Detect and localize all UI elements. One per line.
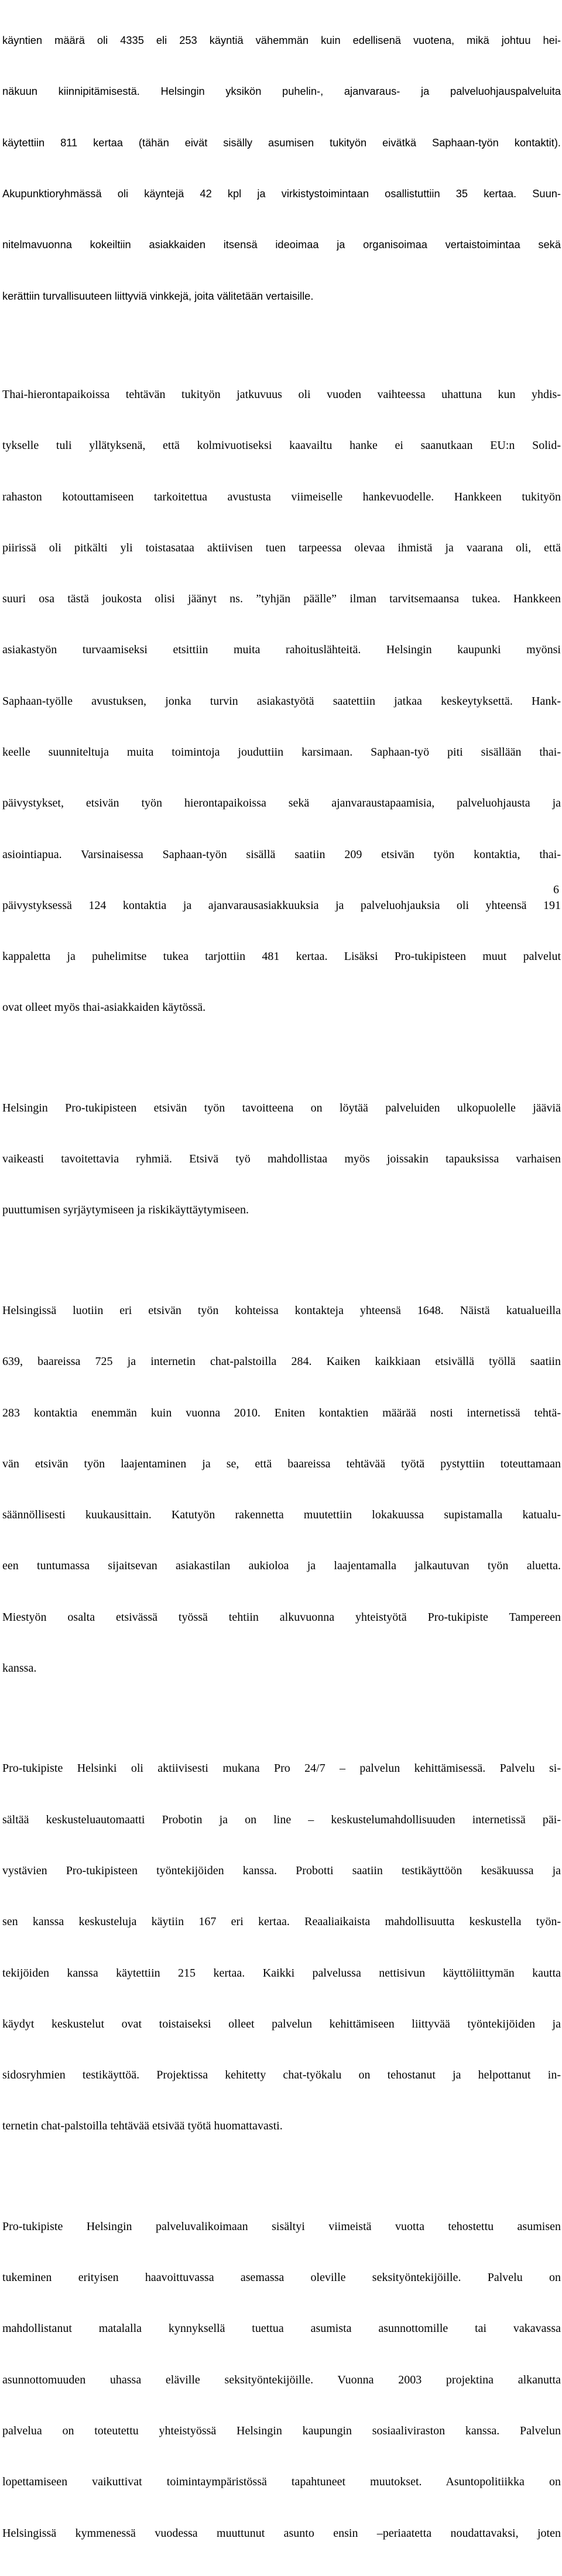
text-line: päivystyksessä 124 kontaktia ja ajanvarausasiakkuuksia ja palveluohjauksia oli yhteensä 191 — [2, 898, 561, 912]
text-line: Akupunktioryhmässä oli käyntejä 42 kpl ja virkistystoimintaan osallistuttiin 35 kertaa. Suun- — [2, 187, 561, 200]
text-line: piirissä oli pitkälti yli toistasataa aktiivisen tuen tarpeessa olevaa ihmistä ja vaarana oli, että — [2, 541, 561, 554]
paragraph-5 — [2, 1726, 561, 2169]
text-line: palvelua on toteutettu yhteistyössä Helsingin kaupungin sosiaaliviraston kanssa. Palvelun — [2, 2424, 561, 2437]
text-line: een tuntumassa sijaitsevan asiakastilan aukioloa ja laajentamalla jalkautuvan työn aluetta. — [2, 1559, 561, 1573]
text-line: vaikeasti tavoitettavia ryhmiä. Etsivä työ mahdollistaa myös joissakin tapauksissa varhaisen — [2, 1152, 561, 1166]
text-line: sen kanssa keskusteluja käytiin 167 eri kertaa. Reaaliaikaista mahdollisuutta keskustella työn- — [2, 1915, 561, 1929]
text-line: käytettiin 811 kertaa (tähän eivät sisälly asumisen tukityön eivätkä Saphaan-työn kontaktit). — [2, 136, 561, 149]
text-line: tekijöiden kanssa käytettiin 215 kertaa. Kaikki palvelussa nettisivun käyttöliittymän kautta — [2, 1966, 561, 1980]
text-line: käyntien määrä oli 4335 eli 253 käyntiä vähemmän kuin edellisenä vuotena, mikä johtuu hei- — [2, 34, 561, 47]
text-line: asunnottomuuden uhassa eläville seksityöntekijöille. Vuonna 2003 projektina alkanutta — [2, 2373, 561, 2386]
text-line: asiakastyön turvaamiseksi etsittiin muita rahoituslähteitä. Helsingin kaupunki myönsi — [2, 643, 561, 657]
paragraph-1 — [2, 0, 561, 338]
text-line: Helsingin Pro-tukipisteen etsivän työn tavoitteena on löytää palveluiden ulkopuolelle jääviä — [2, 1101, 561, 1114]
text-line: sältää keskusteluautomaatti Probotin ja on line – keskustelumahdollisuuden internetissä päi- — [2, 1813, 561, 1826]
text-line: 639, baareissa 725 ja internetin chat-palstoilla 284. Kaiken kaikkiaan etsivällä työllä saatiin — [2, 1355, 561, 1368]
text-line: keelle suunniteltuja muita toimintoja jouduttiin karsimaan. Saphaan-työ piti sisällään thai- — [2, 746, 561, 759]
text-line: kanssa. — [2, 1661, 37, 1675]
text-line: Pro-tukipiste Helsingin palveluvalikoimaan sisältyi viimeistä vuotta tehostettu asumisen — [2, 2220, 561, 2233]
text-line: lopettamiseen vaikuttivat toimintaympäristössä tapahtuneet muutokset. Asuntopolitiikka on — [2, 2475, 561, 2489]
text-line: Helsingissä luotiin eri etsivän työn kohteissa kontakteja yhteensä 1648. Näistä katualueilla — [2, 1304, 561, 1317]
text-line: tykselle tuli yllätyksenä, että kolmivuotiseksi kaavailtu hanke ei saanutkaan EU:n Solid- — [2, 439, 561, 452]
text-line: Pro-tukipiste Helsinki oli aktiivisesti mukana Pro 24/7 – palvelun kehittämisessä. Palvelu si- — [2, 1762, 561, 1775]
text-line: Saphaan-työlle avustuksen, jonka turvin asiakastyötä saatettiin jatkaa keskeytyksettä. Hank- — [2, 694, 561, 708]
text-line: tukeminen erityisen haavoittuvassa asemassa oleville seksityöntekijöille. Palvelu on — [2, 2271, 561, 2285]
text-line: päivystykset, etsivän työn hierontapaikoissa sekä ajanvaraustapaamisia, palveluohjausta ja — [2, 797, 561, 810]
text-line: rahaston kotouttamiseen tarkoitettua avustusta viimeiselle hankevuodelle. Hankkeen tukityön — [2, 490, 561, 503]
paragraph-4 — [2, 1268, 561, 1711]
text-line: vän etsivän työn laajentaminen ja se, että baareissa tehtävää työtä pystyttiin toteuttamaan — [2, 1457, 561, 1470]
text-line: mahdollistanut matalalla kynnyksellä tuettua asumista asunnottomille tai vakavassa — [2, 2322, 561, 2335]
text-line: ternetin chat-palstoilla tehtävää etsivää työtä huomattavasti. — [2, 2119, 283, 2133]
text-line: sidosryhmien testikäyttöä. Projektissa kehitetty chat-työkalu on tehostanut ja helpottanut in- — [2, 2069, 561, 2082]
text-line: suuri osa tästä joukosta olisi jäänyt ns. ”tyhjän päälle” ilman tarvitsemaansa tukea. Hankkeen — [2, 592, 561, 606]
paragraph-3 — [2, 1066, 561, 1253]
text-line: näkuun kiinnipitämisestä. Helsingin yksikön puhelin-, ajanvaraus- ja palveluohjauspalveluita — [2, 85, 561, 98]
paragraph-6 — [2, 2184, 561, 2576]
text-line: nitelmavuonna kokeiltiin asiakkaiden itsensä ideoimaa ja organisoimaa vertaistoimintaa sekä — [2, 238, 561, 251]
text-line: Helsingissä kymmenessä vuodessa muuttunut asunto ensin –periaatetta noudattavaksi, joten — [2, 2526, 561, 2540]
document-page — [2, 0, 561, 2576]
text-line: säännöllisesti kuukausittain. Katutyön rakennetta muutettiin lokakuussa supistamalla katualu- — [2, 1508, 561, 1522]
text-line: Thai-hierontapaikoissa tehtävän tukityön jatkuvuus oli vuoden vaihteessa uhattuna kun yhdis- — [2, 388, 561, 402]
text-line: kerättiin turvallisuuteen liittyviä vinkkejä, joita välitetään vertaisille. — [2, 289, 314, 302]
text-line: kappaletta ja puhelimitse tukea tarjottiin 481 kertaa. Lisäksi Pro-tukipisteen muut palvelut — [2, 950, 561, 963]
text-line: Miestyön osalta etsivässä työssä tehtiin alkuvuonna yhteistyötä Pro-tukipiste Tampereen — [2, 1610, 561, 1624]
text-line: vystävien Pro-tukipisteen työntekijöiden kanssa. Probotti saatiin testikäyttöön kesäkuussa ja — [2, 1864, 561, 1877]
paragraph-2 — [2, 352, 561, 1051]
page-number: 6 — [553, 883, 559, 896]
text-line: ovat olleet myös thai-asiakkaiden käytössä. — [2, 1001, 206, 1014]
text-line: käydyt keskustelut ovat toistaiseksi olleet palvelun kehittämiseen liittyvää työntekijöiden ja — [2, 2017, 561, 2030]
text-line: puuttumisen syrjäytymiseen ja riskikäyttäytymiseen. — [2, 1203, 249, 1217]
text-line: asiointiapua. Varsinaisessa Saphaan-työn sisällä saatiin 209 etsivän työn kontaktia, thai- — [2, 848, 561, 861]
text-line: 283 kontaktia enemmän kuin vuonna 2010. Eniten kontaktien määrää nosti internetissä tehtä- — [2, 1406, 561, 1419]
